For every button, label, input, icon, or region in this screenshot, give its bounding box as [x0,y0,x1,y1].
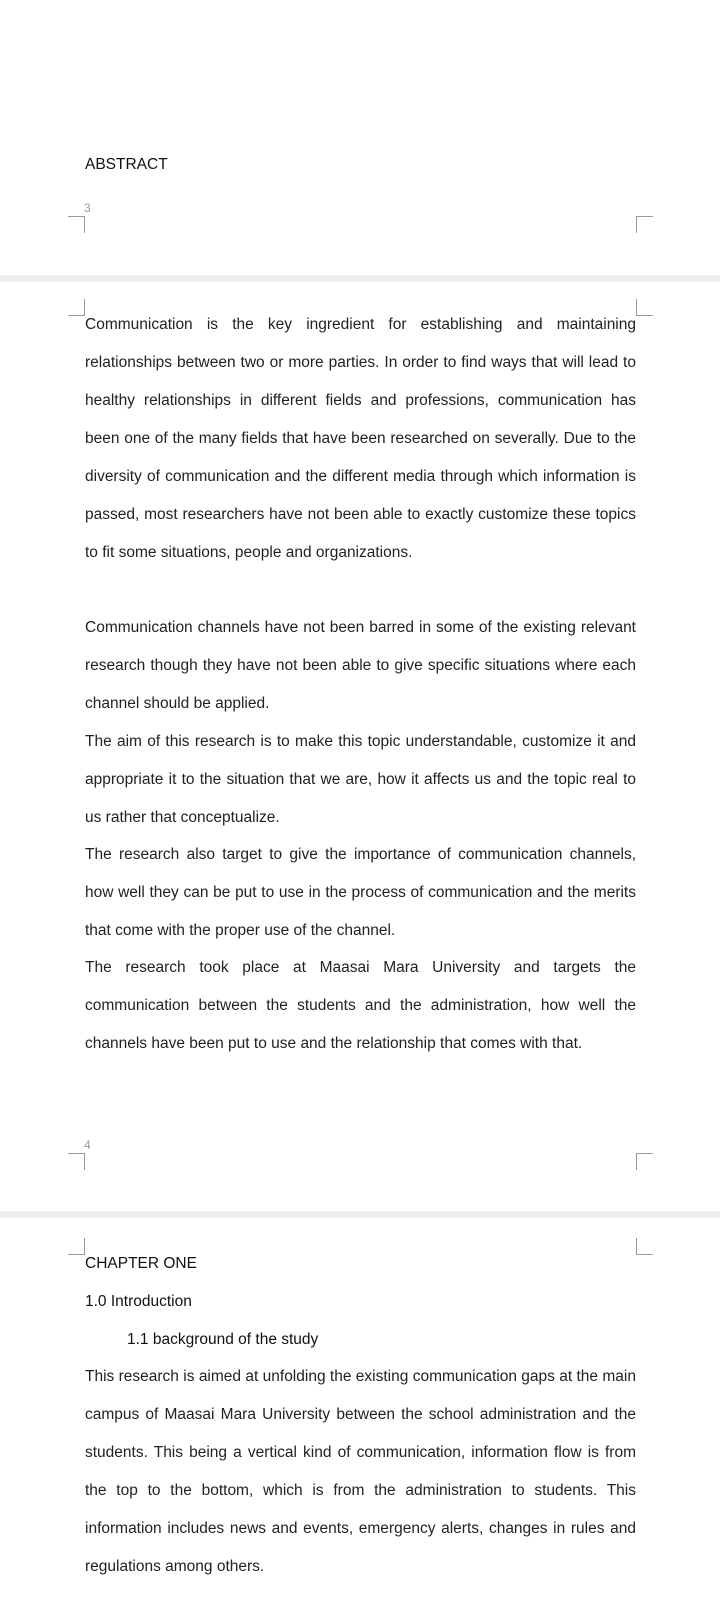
document-page-2 [0,282,720,1211]
margin-corner-mark [636,1153,653,1170]
subsection-title: 1.1 background of the study [127,1331,319,1348]
margin-corner-mark [68,1153,85,1170]
document-page-3 [0,1218,720,1600]
margin-corner-mark [68,299,85,316]
document-page-1 [0,0,720,275]
abstract-paragraph: The research took place at Maasai Mara University and targets the communication between the students and the administration, how well the channels have been put to use and the relationship that comes with that. [85,959,636,1052]
body-paragraph: This research is aimed at unfolding the existing communication gaps at the main campus of Maasai Mara University between the school administration and the students. This being a vertical kind of communication, information flow is from the top to the bottom, which is from the administration to students. This information includes news and events, emergency alerts, changes in rules and regulations among others. [85,1368,636,1575]
margin-corner-mark [636,216,653,233]
page-number: 3 [84,201,91,215]
page-separator [0,275,720,282]
margin-corner-mark [636,1238,653,1255]
abstract-paragraph: Communication channels have not been barred in some of the existing relevant research though they have not been able to give specific situations where each channel should be applied. [85,619,636,712]
chapter-title: CHAPTER ONE [85,1255,197,1272]
abstract-heading: ABSTRACT [85,156,168,173]
page-number: 4 [84,1138,91,1152]
margin-corner-mark [68,216,85,233]
section-title: 1.0 Introduction [85,1293,192,1310]
margin-corner-mark [636,299,653,316]
page-separator [0,1211,720,1218]
abstract-paragraph: The aim of this research is to make this topic understandable, customize it and appropriate it to the situation that we are, how it affects us and the topic real to us rather that conceptualize. [85,733,636,826]
margin-corner-mark [68,1238,85,1255]
abstract-paragraph: Communication is the key ingredient for establishing and maintaining relationships between two or more parties. In order to find ways that will lead to healthy relationships in different fields and professions, communication has been one of the many fields that have been researched on severally. Due to the diversity of communication and the different media through which information is passed, most researchers have not been able to exactly customize these topics to fit some situations, people and organizations. [85,316,636,561]
abstract-paragraph: The research also target to give the importance of communication channels, how well they can be put to use in the process of communication and the merits that come with the proper use of the channel. [85,846,636,939]
